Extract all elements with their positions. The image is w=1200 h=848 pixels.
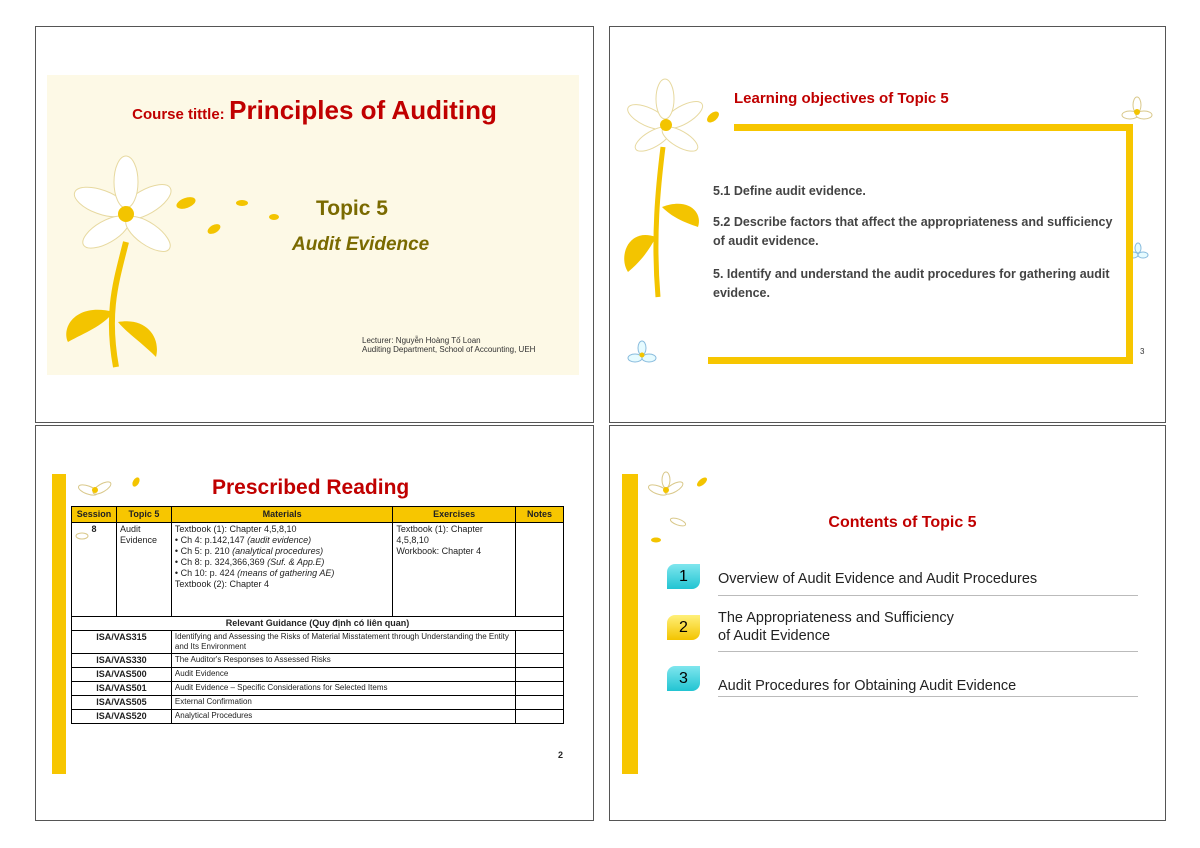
list-item bbox=[175, 535, 389, 546]
department-name: Auditing Department, School of Accounting, UEH bbox=[362, 345, 536, 354]
frame-bar bbox=[1126, 124, 1133, 364]
standard-code: ISA/VAS501 bbox=[72, 682, 172, 696]
standard-code: ISA/VAS330 bbox=[72, 654, 172, 668]
standard-desc: Identifying and Assessing the Risks of Material Misstatement through Understanding the Entity and Its Environment bbox=[171, 631, 515, 654]
relevant-guidance-label: Relevant Guidance (Quy định có liên quan) bbox=[72, 617, 564, 631]
item-number-badge: 1 bbox=[667, 564, 700, 589]
item-label: Overview of Audit Evidence and Audit Procedures bbox=[718, 571, 1038, 587]
small-flower-icon bbox=[1122, 97, 1152, 127]
course-name: Principles of Auditing bbox=[229, 95, 497, 125]
table-row bbox=[72, 668, 564, 682]
lecturer-name: Lecturer: Nguyễn Hoàng Tố Loan bbox=[362, 336, 481, 345]
slide-objectives bbox=[609, 26, 1166, 423]
column-header: Topic 5 bbox=[116, 507, 171, 523]
material-note: (analytical procedures) bbox=[232, 546, 324, 556]
column-header: Exercises bbox=[393, 507, 516, 523]
material-ref: Ch 8: p. 324,366,369 bbox=[180, 557, 268, 567]
notes-cell bbox=[516, 668, 564, 682]
flower-decoration bbox=[56, 162, 176, 372]
column-header: Notes bbox=[516, 507, 564, 523]
item-number-badge: 2 bbox=[667, 615, 700, 640]
frame-bar bbox=[708, 357, 1133, 364]
objective-item: 5.2 Describe factors that affect the appropriateness and sufficiency of audit evidence. bbox=[713, 215, 1113, 248]
course-title bbox=[36, 95, 593, 126]
slide-title: Contents of Topic 5 bbox=[828, 514, 977, 531]
page-number: 2 bbox=[558, 750, 564, 760]
side-bar bbox=[52, 474, 66, 774]
table-row bbox=[72, 523, 564, 617]
notes-cell bbox=[516, 631, 564, 654]
material-ref: Ch 4: p.142,147 bbox=[180, 535, 248, 545]
materials-outro: Textbook (2): Chapter 4 bbox=[174, 579, 269, 589]
standard-desc: Analytical Procedures bbox=[171, 710, 515, 724]
standard-code: ISA/VAS505 bbox=[72, 696, 172, 710]
material-ref: Ch 10: p. 424 bbox=[180, 568, 238, 578]
topic-cell: Audit Evidence bbox=[116, 523, 171, 617]
materials-list bbox=[175, 535, 389, 579]
list-item bbox=[175, 568, 389, 579]
petal-decoration bbox=[174, 187, 304, 247]
materials-intro: Textbook (1): Chapter 4,5,8,10 bbox=[174, 524, 297, 534]
divider bbox=[718, 696, 1138, 697]
notes-cell bbox=[516, 710, 564, 724]
item-label bbox=[718, 609, 954, 645]
column-header: Materials bbox=[171, 507, 392, 523]
material-note: (Suf. & App.E) bbox=[267, 557, 325, 567]
topic-number: Topic 5 bbox=[316, 197, 388, 220]
reading-table bbox=[71, 506, 564, 724]
workbook-text: Workbook: Chapter 4 bbox=[396, 546, 482, 556]
standard-code: ISA/VAS315 bbox=[72, 631, 172, 654]
slide-title bbox=[35, 26, 594, 423]
course-label: Course tittle: bbox=[132, 106, 225, 123]
notes-cell bbox=[516, 654, 564, 668]
standard-desc: Audit Evidence bbox=[171, 668, 515, 682]
exercises-text: Textbook (1): Chapter 4,5,8,10 bbox=[396, 524, 483, 545]
slide-contents bbox=[609, 425, 1166, 821]
notes-cell bbox=[516, 682, 564, 696]
item-number-badge: 3 bbox=[667, 666, 700, 691]
topic-subtitle: Audit Evidence bbox=[292, 234, 430, 255]
frame-bar bbox=[734, 124, 1133, 131]
session-cell: 8 bbox=[72, 523, 117, 617]
slide-reading bbox=[35, 425, 594, 821]
flower-decoration bbox=[618, 87, 718, 297]
standard-desc: The Auditor's Responses to Assessed Risks bbox=[171, 654, 515, 668]
standard-desc: External Confirmation bbox=[171, 696, 515, 710]
small-flower-icon bbox=[628, 341, 656, 369]
column-header: Session bbox=[72, 507, 117, 523]
standard-code: ISA/VAS500 bbox=[72, 668, 172, 682]
objective-item: 5. Identify and understand the audit procedures for gathering audit evidence. bbox=[713, 267, 1110, 300]
notes-cell bbox=[516, 696, 564, 710]
standard-desc: Audit Evidence – Specific Considerations for Selected Items bbox=[171, 682, 515, 696]
divider bbox=[718, 595, 1138, 596]
table-row bbox=[72, 654, 564, 668]
slide-title: Prescribed Reading bbox=[212, 476, 410, 499]
lecturer-info bbox=[362, 336, 535, 354]
materials-cell bbox=[171, 523, 392, 617]
petal-decoration bbox=[130, 476, 142, 488]
exercises-cell bbox=[393, 523, 516, 617]
item-label-line: The Appropriateness and Sufficiency bbox=[718, 610, 954, 626]
page-number: 3 bbox=[1140, 347, 1145, 356]
material-ref: Ch 5: p. 210 bbox=[180, 546, 233, 556]
table-row bbox=[72, 617, 564, 631]
item-label: Audit Procedures for Obtaining Audit Evidence bbox=[718, 678, 1017, 694]
material-note: (audit evidence) bbox=[247, 535, 312, 545]
item-label-line: of Audit Evidence bbox=[718, 628, 831, 644]
slide-title: Learning objectives of Topic 5 bbox=[734, 90, 949, 107]
table-row bbox=[72, 631, 564, 654]
table-header-row bbox=[72, 507, 564, 523]
table-row bbox=[72, 696, 564, 710]
standard-code: ISA/VAS520 bbox=[72, 710, 172, 724]
objective-item: 5.1 Define audit evidence. bbox=[713, 184, 866, 198]
table-row bbox=[72, 682, 564, 696]
list-item bbox=[175, 546, 389, 557]
list-item bbox=[175, 557, 389, 568]
divider bbox=[718, 651, 1138, 652]
material-note: (means of gathering AE) bbox=[237, 568, 335, 578]
notes-cell bbox=[516, 523, 564, 617]
table-row bbox=[72, 710, 564, 724]
